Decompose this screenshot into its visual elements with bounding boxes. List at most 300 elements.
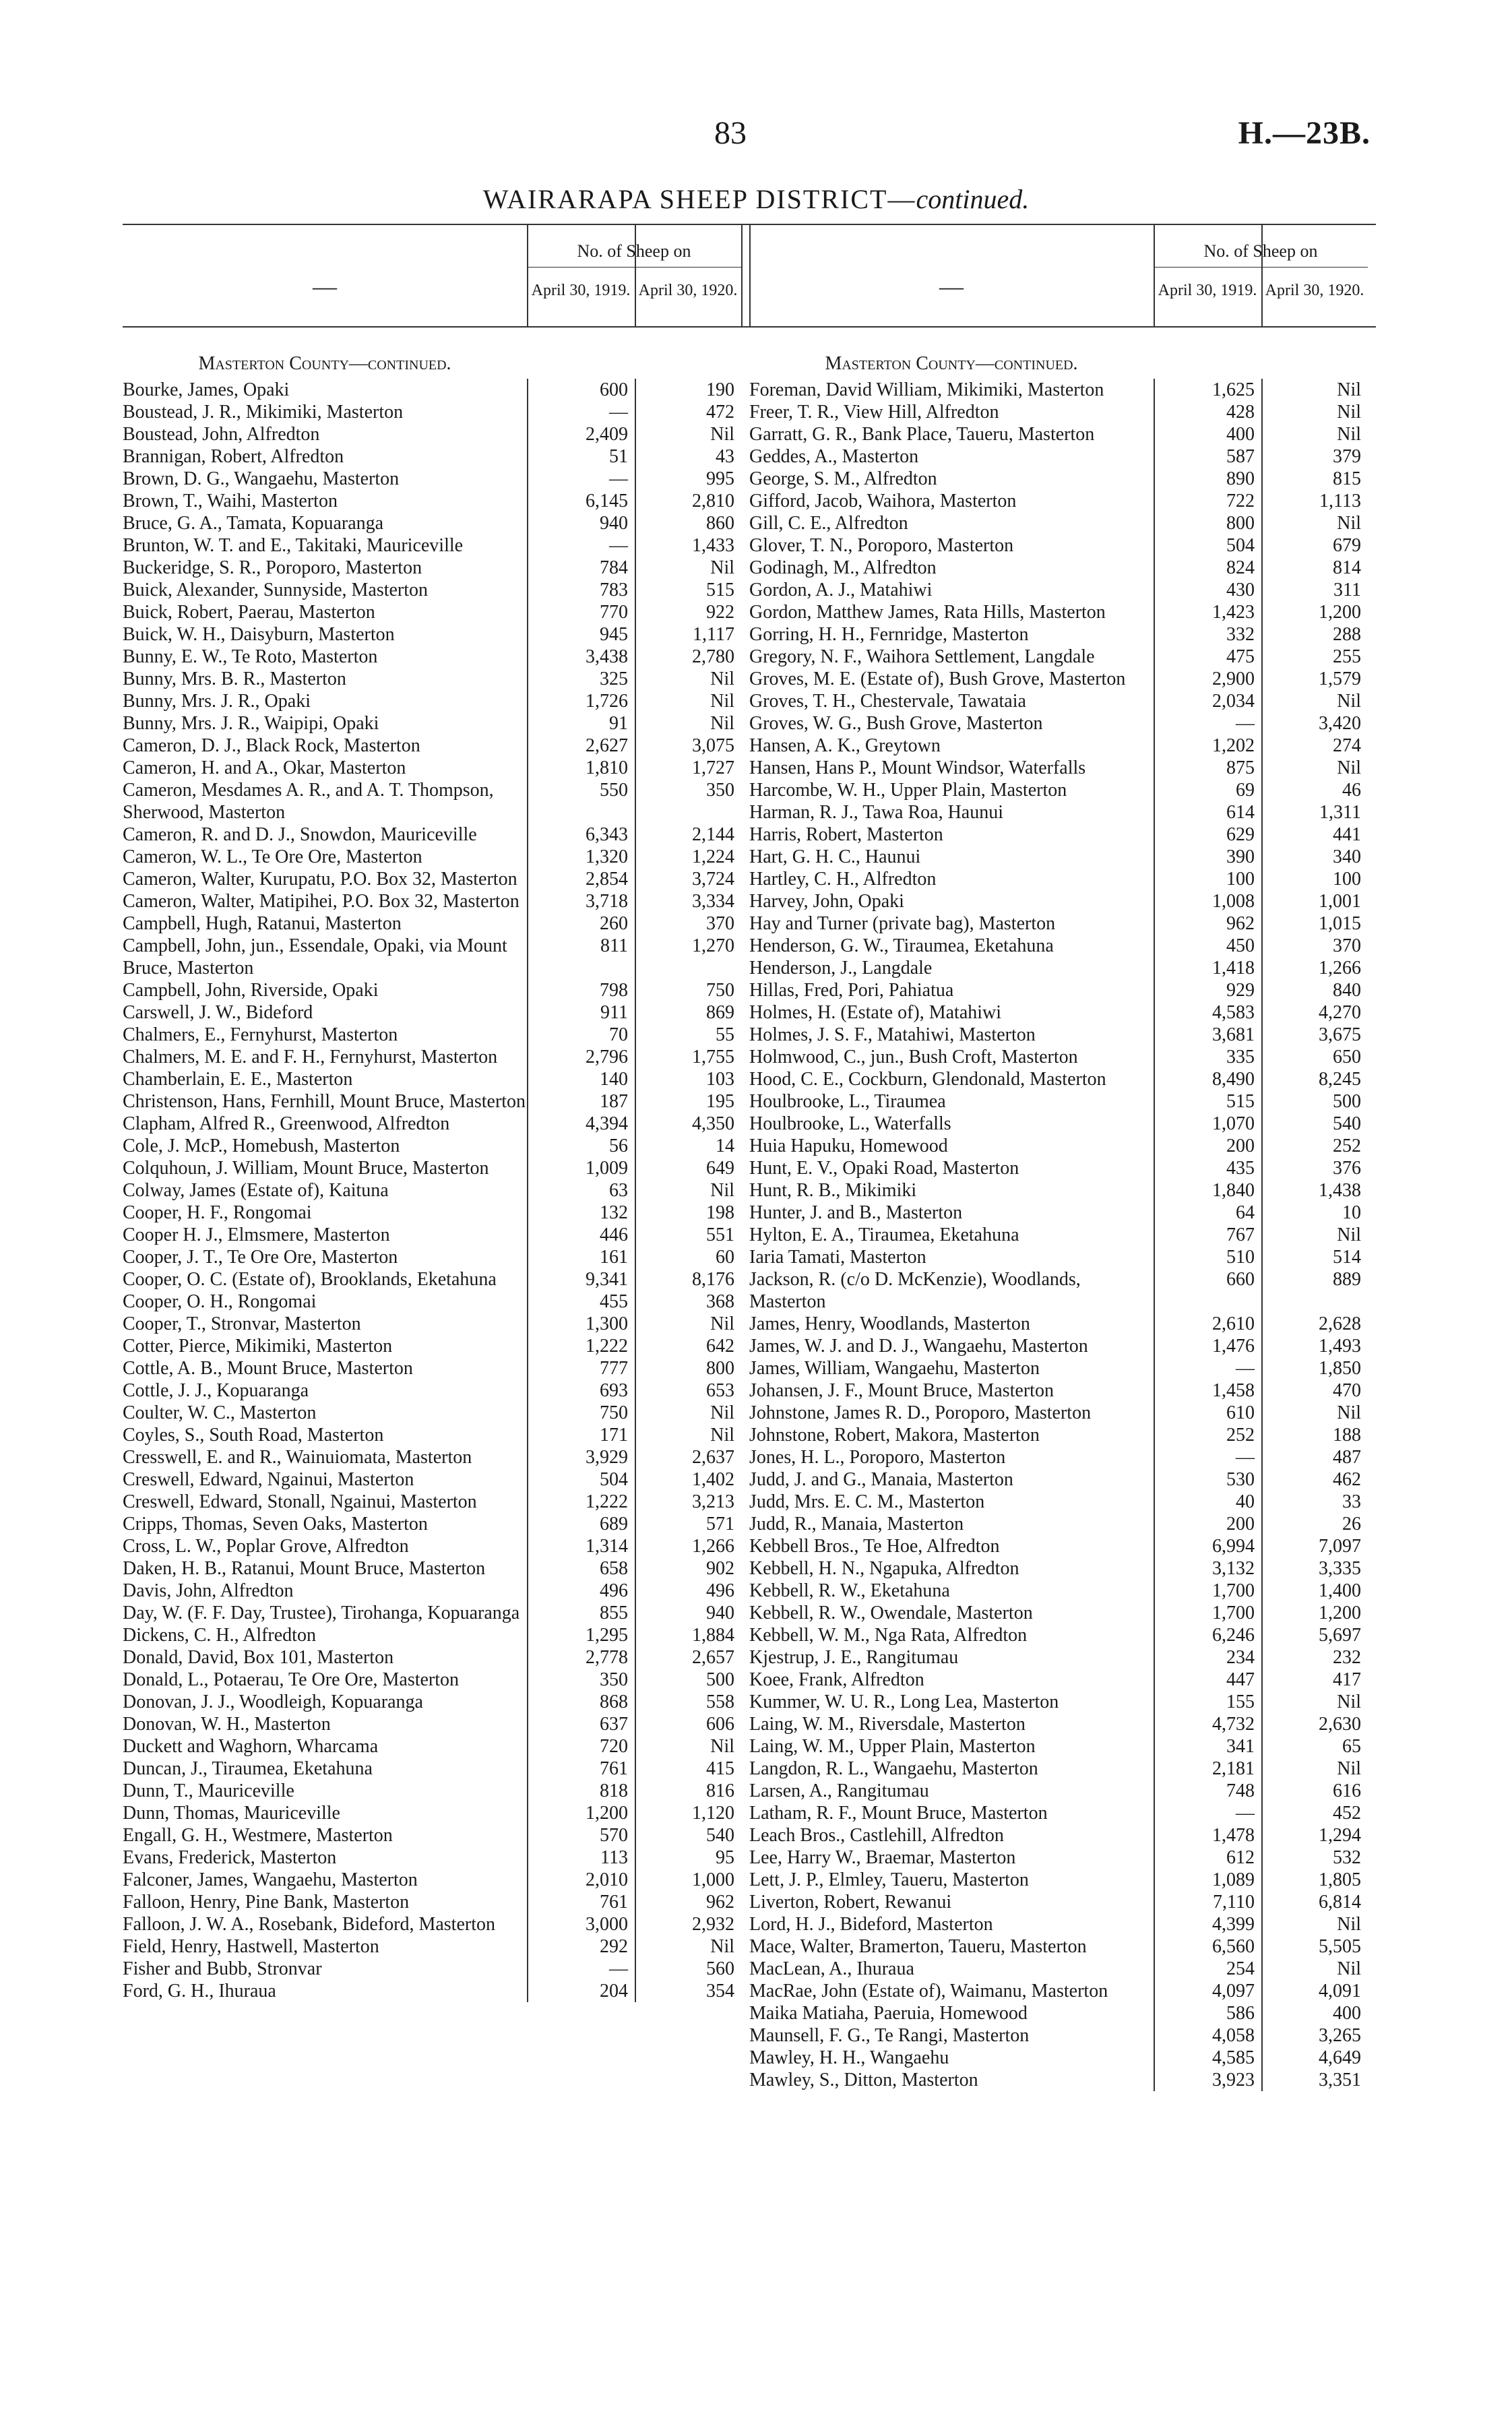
sheep-1920: 370 <box>1261 935 1368 957</box>
sheep-1920: 1,400 <box>1261 1580 1368 1602</box>
table-row <box>123 668 749 690</box>
sheep-1920: 370 <box>635 912 741 935</box>
sheep-1920: 452 <box>1261 1802 1368 1824</box>
owner-name: Ford, G. H., Ihuraua <box>123 1981 276 2002</box>
sheep-1919: 660 <box>1154 1268 1261 1313</box>
sheep-1919: 1,625 <box>1154 379 1261 401</box>
sheep-1920: 816 <box>635 1780 741 1802</box>
owner-name: Groves, W. G., Bush Grove, Masterton <box>749 713 1043 734</box>
sheep-1919: 428 <box>1154 401 1261 423</box>
owner-name: Holmes, J. S. F., Matahiwi, Masterton <box>749 1024 1036 1045</box>
table-row <box>749 1024 1376 1046</box>
owner-name: Geddes, A., Masterton <box>749 446 919 467</box>
owner-name: Bunny, Mrs. J. R., Waipipi, Opaki <box>123 713 379 734</box>
table-row <box>123 690 749 712</box>
sheep-1920: 1,001 <box>1261 890 1368 912</box>
owner-name: Harris, Robert, Masterton <box>749 824 943 845</box>
sheep-1919: 3,923 <box>1154 2069 1261 2091</box>
table-row <box>123 1335 749 1357</box>
sheep-1920: 376 <box>1261 1157 1368 1179</box>
district-title-continued: continued. <box>916 184 1030 214</box>
sheep-1919: 504 <box>527 1468 635 1491</box>
sheep-1919: — <box>1154 712 1261 735</box>
table-row <box>749 979 1376 1001</box>
owner-name: Dunn, Thomas, Mauriceville <box>123 1803 340 1824</box>
table-row <box>749 1824 1376 1847</box>
owner-name: Hood, C. E., Cockburn, Glendonald, Masterton <box>749 1069 1106 1090</box>
sheep-1919: 777 <box>527 1357 635 1379</box>
table-row <box>749 668 1376 690</box>
table-row <box>123 1802 749 1824</box>
sheep-1920: Nil <box>635 1935 741 1958</box>
sheep-1919: 100 <box>1154 868 1261 890</box>
table-row <box>123 1758 749 1780</box>
sheep-1919: 1,009 <box>527 1157 635 1179</box>
sheep-1920: Nil <box>635 1402 741 1424</box>
table-row <box>749 1713 1376 1735</box>
sheep-1920: 1,000 <box>635 1869 741 1891</box>
owner-name: MacLean, A., Ihuraua <box>749 1958 914 1979</box>
sheep-1919: 2,854 <box>527 868 635 890</box>
owner-name: Garratt, G. R., Bank Place, Taueru, Masterton <box>749 424 1095 445</box>
owner-name: Koee, Frank, Alfredton <box>749 1669 924 1690</box>
table-row <box>123 1446 749 1468</box>
sheep-1919: 610 <box>1154 1402 1261 1424</box>
owner-name: Falconer, James, Wangaehu, Masterton <box>123 1869 418 1890</box>
sheep-1919: 693 <box>527 1379 635 1402</box>
sheep-1919: 761 <box>527 1891 635 1913</box>
sheep-1920: Nil <box>1261 379 1368 401</box>
owner-name: Gordon, A. J., Matahiwi <box>749 580 933 600</box>
section-title: Masterton County—continued. <box>198 353 451 374</box>
sheep-1920: 4,091 <box>1261 1980 1368 2002</box>
sheep-1919: 890 <box>1154 468 1261 490</box>
owner-name: Hansen, A. K., Greytown <box>749 735 941 756</box>
sheep-1919: 475 <box>1154 646 1261 668</box>
owner-name: Harcombe, W. H., Upper Plain, Masterton <box>749 780 1067 801</box>
table-row <box>123 1491 749 1513</box>
sheep-1919: 51 <box>527 445 635 468</box>
owner-name: Daken, H. B., Ratanui, Mount Bruce, Masterton <box>123 1558 486 1579</box>
table-row <box>123 1847 749 1869</box>
table-row <box>123 846 749 868</box>
owner-name: Bourke, James, Opaki <box>123 379 290 400</box>
sheep-1920: Nil <box>1261 423 1368 445</box>
table-row <box>123 1113 749 1135</box>
table-row <box>123 1980 749 2002</box>
owner-name: Kebbell Bros., Te Hoe, Alfredton <box>749 1536 1000 1557</box>
sheep-1919: 6,560 <box>1154 1935 1261 1958</box>
owner-name: Fisher and Bubb, Stronvar <box>123 1958 322 1979</box>
table-row <box>123 1935 749 1958</box>
owner-name: Carswell, J. W., Bideford <box>123 1002 313 1023</box>
owner-name: Lord, H. J., Bideford, Masterton <box>749 1914 993 1935</box>
sheep-1919: 720 <box>527 1735 635 1758</box>
table-row <box>123 1291 749 1313</box>
sheep-1919: 200 <box>1154 1513 1261 1535</box>
sheep-1919: — <box>527 534 635 557</box>
table-row <box>749 846 1376 868</box>
sheep-1920: 560 <box>635 1958 741 1980</box>
owner-name: Hunt, R. B., Mikimiki <box>749 1180 917 1201</box>
page-header <box>0 115 1512 168</box>
table-row <box>123 379 749 401</box>
sheep-1919: 3,929 <box>527 1446 635 1468</box>
sheep-1920: 649 <box>635 1157 741 1179</box>
left-rows <box>123 379 749 2002</box>
sheep-1920: 558 <box>635 1691 741 1713</box>
sheep-1919: 767 <box>1154 1224 1261 1246</box>
table-row <box>123 1602 749 1624</box>
sheep-1920: 3,265 <box>1261 2024 1368 2047</box>
owner-name: Cresswell, E. and R., Wainuiomata, Masterton <box>123 1447 472 1468</box>
owner-name: Buckeridge, S. R., Poroporo, Masterton <box>123 557 422 578</box>
owner-name: Evans, Frederick, Masterton <box>123 1847 337 1868</box>
sheep-1920: 3,334 <box>635 890 741 912</box>
table-row <box>749 735 1376 757</box>
owner-name: Bruce, G. A., Tamata, Kopuaranga <box>123 513 384 534</box>
table-row <box>749 1758 1376 1780</box>
table-row <box>123 534 749 557</box>
sheep-1920: 65 <box>1261 1735 1368 1758</box>
sheep-1920: Nil <box>1261 690 1368 712</box>
sheep-1920: 1,270 <box>635 935 741 979</box>
table-row <box>749 1046 1376 1068</box>
sheep-1920: 840 <box>1261 979 1368 1001</box>
sheep-1920: 33 <box>1261 1491 1368 1513</box>
sheep-1920: Nil <box>635 557 741 579</box>
sheep-1919: 4,097 <box>1154 1980 1261 2002</box>
table-row <box>749 445 1376 468</box>
table-row <box>749 1557 1376 1580</box>
table-row <box>123 1268 749 1291</box>
table-row <box>749 1313 1376 1335</box>
sheep-1920: Nil <box>635 423 741 445</box>
table-row <box>749 1446 1376 1468</box>
year-1920-header: April 30, 1920. <box>638 282 738 299</box>
owner-name: Buick, Alexander, Sunnyside, Masterton <box>123 580 429 600</box>
table-row <box>123 1424 749 1446</box>
owner-name: Hansen, Hans P., Mount Windsor, Waterfalls <box>749 757 1086 778</box>
sheep-1919: 234 <box>1154 1646 1261 1669</box>
owner-name: Creswell, Edward, Stonall, Ngainui, Masterton <box>123 1491 477 1512</box>
table-row <box>123 1468 749 1491</box>
sheep-1920: 3,675 <box>1261 1024 1368 1046</box>
table-row <box>749 1202 1376 1224</box>
table-row <box>749 1068 1376 1090</box>
table-row <box>123 979 749 1001</box>
table-row <box>123 1224 749 1246</box>
sheep-1920: 500 <box>1261 1090 1368 1113</box>
owner-name: James, William, Wangaehu, Masterton <box>749 1358 1040 1379</box>
sheep-1919: 515 <box>1154 1090 1261 1113</box>
table-row <box>749 490 1376 512</box>
sheep-1920: 1,850 <box>1261 1357 1368 1379</box>
owner-name: Bunny, E. W., Te Roto, Masterton <box>123 646 378 667</box>
owner-name: Colquhoun, J. William, Mount Bruce, Masterton <box>123 1158 489 1179</box>
table-row <box>123 445 749 468</box>
sheep-1919: 798 <box>527 979 635 1001</box>
owner-name: Kebbell, R. W., Owendale, Masterton <box>749 1603 1033 1623</box>
year-1920-header: April 30, 1920. <box>1265 282 1364 299</box>
sheep-1920: 1,755 <box>635 1046 741 1068</box>
sheep-1919: 1,476 <box>1154 1335 1261 1357</box>
sheep-1919: 800 <box>1154 512 1261 534</box>
sheep-1920: 10 <box>1261 1202 1368 1224</box>
owner-name: Mawley, H. H., Wangaehu <box>749 2047 949 2068</box>
sheep-1919: 171 <box>527 1424 635 1446</box>
sheep-1919: 2,778 <box>527 1646 635 1669</box>
sheep-1920: 650 <box>1261 1046 1368 1068</box>
sheep-1920: 1,433 <box>635 534 741 557</box>
table-row <box>123 512 749 534</box>
owner-name: Holmwood, C., jun., Bush Croft, Masterton <box>749 1047 1078 1067</box>
sheep-1919: 332 <box>1154 623 1261 646</box>
owner-name: Groves, M. E. (Estate of), Bush Grove, Masterton <box>749 669 1126 689</box>
sheep-1919: 1,700 <box>1154 1580 1261 1602</box>
table-row <box>123 1913 749 1935</box>
table-row <box>749 1669 1376 1691</box>
sheep-1920: Nil <box>1261 1758 1368 1780</box>
table-row <box>123 1357 749 1379</box>
sheep-1919: 1,202 <box>1154 735 1261 757</box>
sheep-1919: 4,585 <box>1154 2047 1261 2069</box>
table-row <box>749 1224 1376 1246</box>
sheep-1919: 3,438 <box>527 646 635 668</box>
sheep-1919: — <box>527 468 635 490</box>
owner-name: Chamberlain, E. E., Masterton <box>123 1069 353 1090</box>
owner-name: Kummer, W. U. R., Long Lea, Masterton <box>749 1692 1059 1712</box>
sheep-1920: 95 <box>635 1847 741 1869</box>
sheep-1920: 551 <box>635 1224 741 1246</box>
sheep-1920: 14 <box>635 1135 741 1157</box>
sheep-1920: Nil <box>1261 757 1368 779</box>
table-row <box>123 868 749 890</box>
sheep-1919: 2,010 <box>527 1869 635 1891</box>
owner-name: Harman, R. J., Tawa Roa, Haunui <box>749 802 1004 823</box>
sheep-1919: 658 <box>527 1557 635 1580</box>
sheep-1919: 2,610 <box>1154 1313 1261 1335</box>
table-row <box>123 1313 749 1335</box>
sheep-1920: 2,657 <box>635 1646 741 1669</box>
table-row <box>749 801 1376 824</box>
sheep-1919: 748 <box>1154 1780 1261 1802</box>
sheep-1920: 514 <box>1261 1246 1368 1268</box>
sheep-1920: 43 <box>635 445 741 468</box>
header-dash: — <box>939 273 964 300</box>
sheep-1919: 4,394 <box>527 1113 635 1135</box>
table-row <box>749 1424 1376 1446</box>
table-row <box>123 623 749 646</box>
sheep-1920: 4,270 <box>1261 1001 1368 1024</box>
sheep-1919: 7,110 <box>1154 1891 1261 1913</box>
table-row <box>123 1090 749 1113</box>
table-row <box>749 1157 1376 1179</box>
owner-name: Mawley, S., Ditton, Masterton <box>749 2070 978 2090</box>
table-row <box>123 1046 749 1068</box>
owner-name: Brannigan, Robert, Alfredton <box>123 446 344 467</box>
sheep-1919: 4,058 <box>1154 2024 1261 2047</box>
sheep-1920: 940 <box>635 1602 741 1624</box>
table-row <box>123 1780 749 1802</box>
owner-name: Cross, L. W., Poplar Grove, Alfredton <box>123 1536 409 1557</box>
owner-name: Duckett and Waghorn, Wharcama <box>123 1736 379 1757</box>
sheep-1920: 190 <box>635 379 741 401</box>
owner-name: Gregory, N. F., Waihora Settlement, Langdale <box>749 646 1095 667</box>
owner-name: Campbell, John, Riverside, Opaki <box>123 980 379 1001</box>
sheep-1920: 1,805 <box>1261 1869 1368 1891</box>
sheep-1919: 187 <box>527 1090 635 1113</box>
owner-name: Hunter, J. and B., Masterton <box>749 1202 963 1223</box>
sheep-1919: 325 <box>527 668 635 690</box>
table-row <box>123 1824 749 1847</box>
sheep-1919: 3,132 <box>1154 1557 1261 1580</box>
table-row <box>749 1268 1376 1313</box>
sheep-1920: 100 <box>1261 868 1368 890</box>
sheep-1919: 69 <box>1154 779 1261 801</box>
sheep-1919: 811 <box>527 935 635 979</box>
owner-name: Cottle, A. B., Mount Bruce, Masterton <box>123 1358 413 1379</box>
sheep-1919: 1,418 <box>1154 957 1261 979</box>
table-row <box>123 1669 749 1691</box>
table-row <box>749 890 1376 912</box>
table-row <box>749 1402 1376 1424</box>
table-row <box>749 1780 1376 1802</box>
table-row <box>123 601 749 623</box>
owner-name: Hylton, E. A., Tiraumea, Eketahuna <box>749 1224 1019 1245</box>
sheep-1919: 8,490 <box>1154 1068 1261 1090</box>
sheep-1920: 962 <box>635 1891 741 1913</box>
sheep-1920: Nil <box>1261 1913 1368 1935</box>
sheep-1920: 472 <box>635 401 741 423</box>
owner-name: Harvey, John, Opaki <box>749 891 904 912</box>
sheep-1919: 1,314 <box>527 1535 635 1557</box>
sheep-1920: 379 <box>1261 445 1368 468</box>
table-row <box>749 1135 1376 1157</box>
sheep-1919: 450 <box>1154 935 1261 957</box>
table-row <box>749 868 1376 890</box>
sheep-1919: 945 <box>527 623 635 646</box>
year-1919-header: April 30, 1919. <box>531 282 631 299</box>
owner-name: Hartley, C. H., Alfredton <box>749 869 937 890</box>
owner-name: James, W. J. and D. J., Wangaehu, Masterton <box>749 1336 1088 1357</box>
table-row <box>123 1246 749 1268</box>
table-row <box>749 1735 1376 1758</box>
sheep-group-header: No. of Sheep on <box>1203 241 1318 261</box>
owner-name: Gifford, Jacob, Waihora, Masterton <box>749 491 1017 511</box>
table-row <box>749 824 1376 846</box>
sheep-1920: 3,075 <box>635 735 741 757</box>
sheep-1919: 1,320 <box>527 846 635 868</box>
sheep-1920: 1,579 <box>1261 668 1368 690</box>
sheep-1920: 1,015 <box>1261 912 1368 935</box>
sheep-1919: 761 <box>527 1758 635 1780</box>
owner-name: Chalmers, M. E. and F. H., Fernyhurst, Masterton <box>123 1047 498 1067</box>
owner-name: Cameron, H. and A., Okar, Masterton <box>123 757 406 778</box>
owner-name: MacRae, John (Estate of), Waimanu, Masterton <box>749 1981 1108 2002</box>
sheep-1920: 2,630 <box>1261 1713 1368 1735</box>
sheep-1920: 3,420 <box>1261 712 1368 735</box>
sheep-1920: 60 <box>635 1246 741 1268</box>
table-row <box>749 512 1376 534</box>
right-table-header <box>749 224 1376 328</box>
sheep-1920: 368 <box>635 1291 741 1313</box>
sheep-1919: 254 <box>1154 1958 1261 1980</box>
table-row <box>749 1535 1376 1557</box>
table-row <box>123 1001 749 1024</box>
sheep-1919: — <box>527 1958 635 1980</box>
owner-name: Huia Hapuku, Homewood <box>749 1136 948 1156</box>
owner-name: Cameron, Mesdames A. R., and A. T. Thompson, Sherwood, Masterton <box>123 780 494 823</box>
owner-name: Field, Henry, Hastwell, Masterton <box>123 1936 379 1957</box>
sheep-1920: 532 <box>1261 1847 1368 1869</box>
table-row <box>749 1847 1376 1869</box>
table-row <box>123 1535 749 1557</box>
table-row <box>123 824 749 846</box>
right-column <box>749 224 1376 2091</box>
owner-name: Laing, W. M., Riversdale, Masterton <box>749 1714 1026 1735</box>
sheep-1920: 188 <box>1261 1424 1368 1446</box>
owner-name: Chalmers, E., Fernyhurst, Masterton <box>123 1024 398 1045</box>
owner-name: Boustead, John, Alfredton <box>123 424 320 445</box>
sheep-1920: 198 <box>635 1202 741 1224</box>
owner-name: Lee, Harry W., Braemar, Masterton <box>749 1847 1016 1868</box>
sheep-1920: 1,311 <box>1261 801 1368 824</box>
table-row <box>749 646 1376 668</box>
table-row <box>749 1602 1376 1624</box>
sheep-1919: 292 <box>527 1935 635 1958</box>
sheep-1919: 1,810 <box>527 757 635 779</box>
year-1919-header: April 30, 1919. <box>1158 282 1257 299</box>
table-row <box>749 2002 1376 2024</box>
sheep-1920: 415 <box>635 1758 741 1780</box>
table-row <box>123 1179 749 1202</box>
sheep-1920: Nil <box>635 1179 741 1202</box>
sheep-1920: Nil <box>635 712 741 735</box>
sheep-1919: 70 <box>527 1024 635 1046</box>
sheep-1919: 64 <box>1154 1202 1261 1224</box>
owner-name: Cooper, T., Stronvar, Masterton <box>123 1313 361 1334</box>
sheep-1920: 487 <box>1261 1446 1368 1468</box>
sheep-1919: 1,008 <box>1154 890 1261 912</box>
sheep-1920: Nil <box>635 1735 741 1758</box>
owner-name: Falloon, J. W. A., Rosebank, Bideford, Masterton <box>123 1914 495 1935</box>
sheep-1919: 4,583 <box>1154 1001 1261 1024</box>
owner-name: Donovan, W. H., Masterton <box>123 1714 331 1735</box>
owner-name: Brunton, W. T. and E., Takitaki, Mauriceville <box>123 535 464 556</box>
header-dash: — <box>313 273 337 300</box>
sheep-1920: 500 <box>635 1669 741 1691</box>
table-row <box>749 1491 1376 1513</box>
table-row <box>749 1646 1376 1669</box>
sheep-1920: 922 <box>635 601 741 623</box>
table-row <box>123 579 749 601</box>
sheep-1919: 783 <box>527 579 635 601</box>
sheep-1919: 200 <box>1154 1135 1261 1157</box>
table-row <box>123 1135 749 1157</box>
sheep-1920: 2,932 <box>635 1913 741 1935</box>
owner-name: Groves, T. H., Chestervale, Tawataia <box>749 691 1026 712</box>
owner-name: Campbell, Hugh, Ratanui, Masterton <box>123 913 402 934</box>
sheep-1920: Nil <box>1261 1402 1368 1424</box>
table-row <box>749 1691 1376 1713</box>
owner-name: Larsen, A., Rangitumau <box>749 1780 929 1801</box>
owner-name: Brown, T., Waihi, Masterton <box>123 491 338 511</box>
owner-name: Johnstone, James R. D., Poroporo, Masterton <box>749 1402 1092 1423</box>
owner-name: Hay and Turner (private bag), Masterton <box>749 913 1056 934</box>
sheep-1920: 288 <box>1261 623 1368 646</box>
sheep-1919: 510 <box>1154 1246 1261 1268</box>
